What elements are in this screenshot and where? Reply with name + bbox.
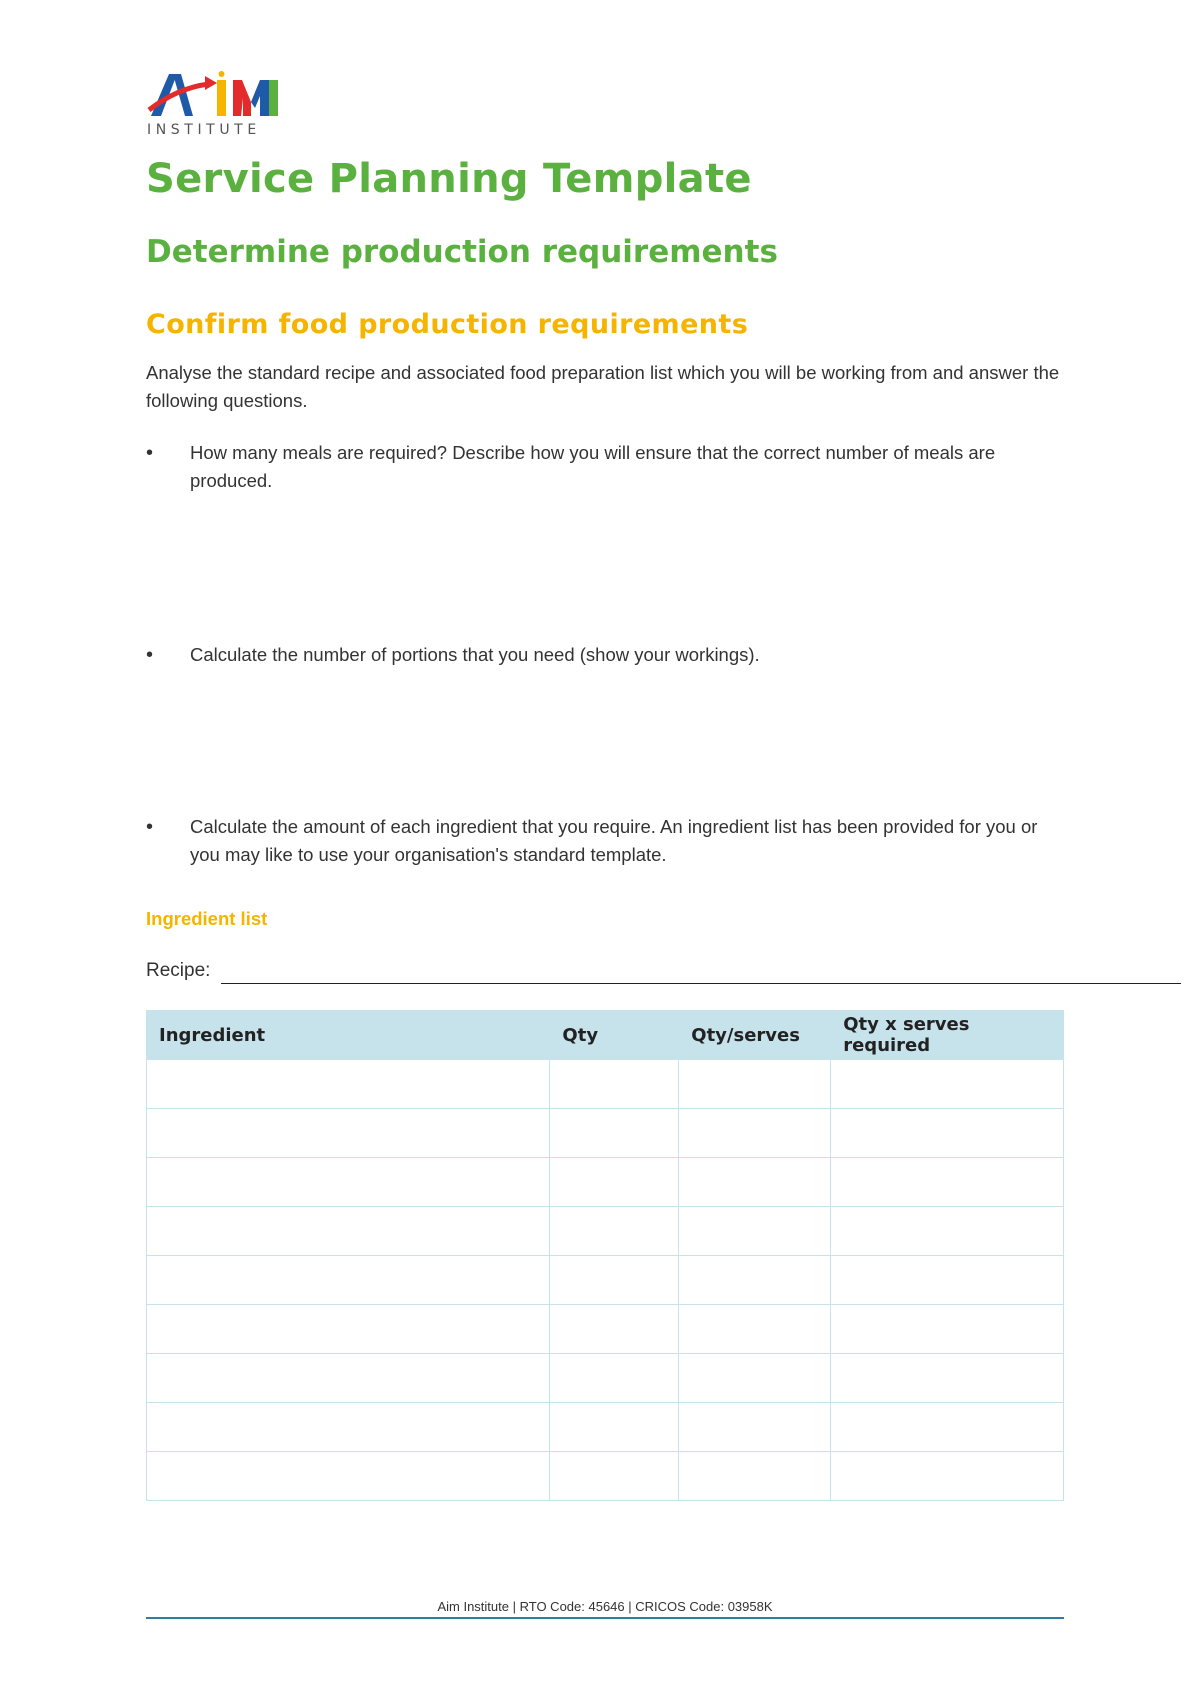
table-row — [147, 1109, 1064, 1158]
table-header-row — [147, 1011, 1064, 1060]
table-row — [147, 1452, 1064, 1501]
qty-x-serves-cell[interactable] — [831, 1305, 1064, 1354]
footer-rule — [146, 1617, 1064, 1619]
qty-x-serves-cell[interactable] — [831, 1207, 1064, 1256]
qty-cell[interactable] — [550, 1207, 679, 1256]
table-row — [147, 1207, 1064, 1256]
ingredient-table — [146, 1010, 1064, 1501]
section-heading: Confirm food production requirements — [146, 309, 749, 340]
question-text: Calculate the amount of each ingredient that you require. An ingredient list has been provided for you or you may like to use your organisation's standard template. — [190, 816, 1038, 865]
qty-x-serves-cell[interactable] — [831, 1060, 1064, 1109]
qty-cell[interactable] — [550, 1060, 679, 1109]
ingredient-list-heading: Ingredient list — [146, 908, 268, 929]
question-text: Calculate the number of portions that you need (show your workings). — [190, 644, 760, 665]
qty-serves-cell[interactable] — [679, 1403, 831, 1452]
recipe-input-line[interactable] — [221, 983, 1181, 984]
ingredient-cell[interactable] — [147, 1256, 550, 1305]
ingredient-cell[interactable] — [147, 1452, 550, 1501]
ingredient-cell[interactable] — [147, 1403, 550, 1452]
qty-serves-cell[interactable] — [679, 1109, 831, 1158]
qty-serves-cell[interactable] — [679, 1158, 831, 1207]
column-header-ingredient: Ingredient — [147, 1011, 550, 1060]
table-row — [147, 1305, 1064, 1354]
logo-subtext: INSTITUTE — [147, 122, 261, 138]
qty-x-serves-cell[interactable] — [831, 1158, 1064, 1207]
aim-logo-mark — [147, 68, 282, 123]
intro-paragraph: Analyse the standard recipe and associated food preparation list which you will be working from and answer the following questions. — [146, 362, 1060, 411]
qty-serves-cell[interactable] — [679, 1354, 831, 1403]
qty-cell[interactable] — [550, 1403, 679, 1452]
bullet-icon: • — [146, 442, 154, 464]
recipe-label: Recipe: — [146, 960, 211, 981]
qty-cell[interactable] — [550, 1109, 679, 1158]
ingredient-cell[interactable] — [147, 1060, 550, 1109]
table-row — [147, 1256, 1064, 1305]
table-row — [147, 1354, 1064, 1403]
column-header-qty: Qty — [550, 1011, 679, 1060]
qty-cell[interactable] — [550, 1256, 679, 1305]
ingredient-cell[interactable] — [147, 1354, 550, 1403]
qty-x-serves-cell[interactable] — [831, 1256, 1064, 1305]
footer-text: Aim Institute | RTO Code: 45646 | CRICOS Code: 03958K — [437, 1599, 773, 1614]
qty-cell[interactable] — [550, 1305, 679, 1354]
qty-serves-cell[interactable] — [679, 1060, 831, 1109]
qty-x-serves-cell[interactable] — [831, 1109, 1064, 1158]
bullet-icon: • — [146, 816, 154, 838]
qty-serves-cell[interactable] — [679, 1305, 831, 1354]
ingredient-cell[interactable] — [147, 1207, 550, 1256]
ingredient-cell[interactable] — [147, 1158, 550, 1207]
qty-x-serves-cell[interactable] — [831, 1452, 1064, 1501]
question-text: How many meals are required? Describe how you will ensure that the correct number of meals are produced. — [190, 442, 996, 491]
column-header-qty-serves: Qty/serves — [679, 1011, 831, 1060]
table-row — [147, 1060, 1064, 1109]
qty-serves-cell[interactable] — [679, 1256, 831, 1305]
ingredient-cell[interactable] — [147, 1305, 550, 1354]
column-header-qty-x-serves-required: Qty x serves required — [831, 1011, 1064, 1060]
qty-serves-cell[interactable] — [679, 1207, 831, 1256]
ingredient-cell[interactable] — [147, 1109, 550, 1158]
qty-x-serves-cell[interactable] — [831, 1354, 1064, 1403]
table-row — [147, 1403, 1064, 1452]
document-subtitle: Determine production requirements — [146, 234, 778, 270]
qty-cell[interactable] — [550, 1354, 679, 1403]
document-title: Service Planning Template — [146, 156, 752, 202]
qty-serves-cell[interactable] — [679, 1452, 831, 1501]
bullet-icon: • — [146, 644, 154, 666]
qty-x-serves-cell[interactable] — [831, 1403, 1064, 1452]
qty-cell[interactable] — [550, 1452, 679, 1501]
table-row — [147, 1158, 1064, 1207]
qty-cell[interactable] — [550, 1158, 679, 1207]
